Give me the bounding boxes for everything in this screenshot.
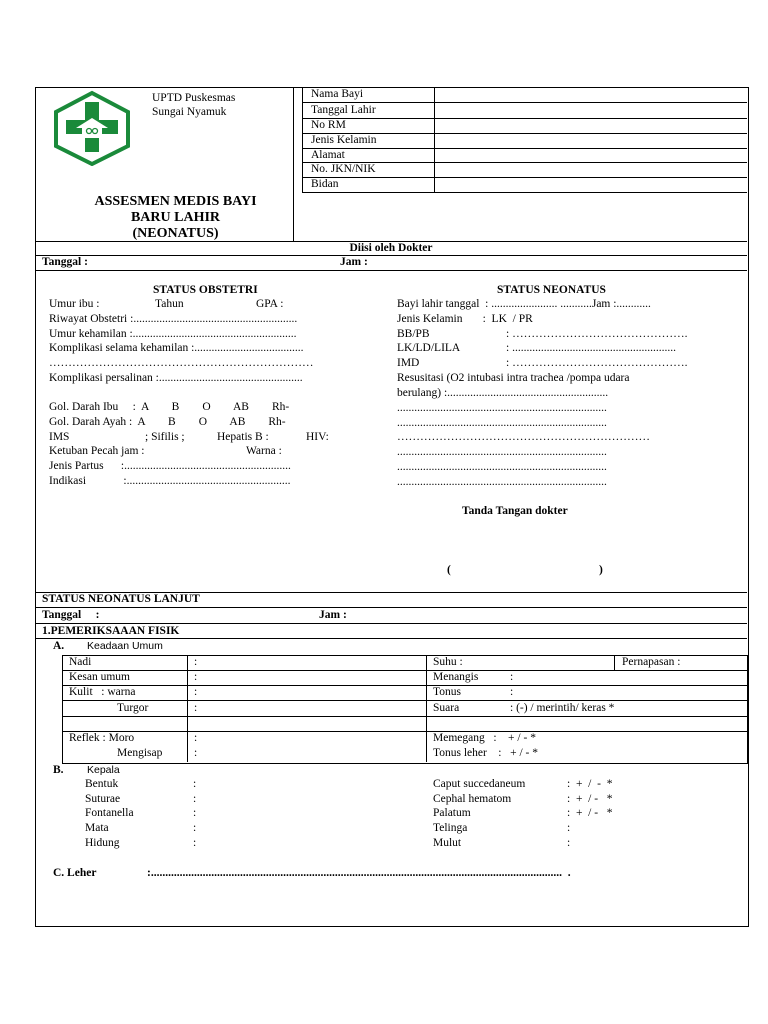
suhu-label[interactable]: Suhu : (433, 656, 463, 668)
cephal-label: Cephal hematom (433, 793, 512, 805)
gpa-label: GPA : (256, 298, 284, 310)
identity-label-jenis-kelamin: Jenis Kelamin (311, 134, 377, 146)
tonus-label: Tonus (433, 686, 461, 698)
gol-darah-ibu-row[interactable]: Gol. Darah Ibu : A B O AB Rh- (49, 401, 290, 413)
telinga-label: Telinga (433, 822, 468, 834)
riwayat-obstetri-field[interactable]: Riwayat Obstetri :......................................................... (49, 313, 298, 325)
neonatus-note-line[interactable]: ......................................................................... (397, 446, 607, 458)
bentuk-value[interactable]: : (193, 778, 197, 790)
jam-label: Jam : (340, 256, 368, 268)
reflek-moro-label: Reflek : Moro (69, 732, 135, 744)
sifilis-label: ; Sifilis ; (145, 431, 185, 443)
identity-label-jkn-nik: No. JKN/NIK (311, 163, 376, 175)
umur-kehamilan-field[interactable]: Umur kehamilan :......................................................... (49, 328, 297, 340)
palatum-label: Palatum (433, 807, 471, 819)
identity-label-tanggal-lahir: Tanggal Lahir (311, 104, 376, 116)
bbpb-field[interactable]: : ………………………………………. (506, 328, 688, 340)
caput-label: Caput succedaneum (433, 778, 526, 790)
neonatus-heading: STATUS NEONATUS (497, 284, 606, 296)
resusitasi-line1: Resusitasi (O2 intubasi intra trachea /pompa udara (397, 372, 630, 384)
hidung-label: Hidung (85, 837, 120, 849)
turgor-label: Turgor (117, 702, 149, 714)
umur-ibu-label: Umur ibu : (49, 298, 100, 310)
form-title-line3: (NEONATUS) (132, 226, 219, 241)
tonus-leher-options[interactable]: Tonus leher : + / - * (433, 747, 539, 759)
mata-value[interactable]: : (193, 822, 197, 834)
signature-paren-close: ) (599, 564, 603, 576)
fontanella-value[interactable]: : (193, 807, 197, 819)
kesan-umum-label: Kesan umum (69, 671, 131, 683)
lanjut-jam-label: Jam : (319, 609, 347, 621)
header-divider (293, 87, 294, 241)
leher-label: C. Leher (53, 867, 97, 879)
mata-label: Mata (85, 822, 109, 834)
resusitasi-line2[interactable]: berulang) :........................................................ (397, 387, 609, 399)
cephal-options[interactable]: : + / - * (567, 793, 613, 805)
komplikasi-kehamilan-line[interactable]: …………………………………………………………… (49, 357, 314, 369)
imd-field[interactable]: : ………………………………………. (506, 357, 688, 369)
signature-area[interactable] (455, 560, 595, 578)
suara-options[interactable]: : (-) / merintih/ keras * (510, 702, 615, 714)
turgor-value[interactable]: : (194, 702, 198, 714)
jenis-partus-field[interactable]: Jenis Partus :.......................................................... (49, 460, 291, 472)
nadi-label: Nadi (69, 656, 92, 668)
ims-label: IMS (49, 431, 70, 443)
kesan-umum-value[interactable]: : (194, 671, 198, 683)
mengisap-label: Mengisap (117, 747, 163, 759)
memegang-options[interactable]: Memegang : + / - * (433, 732, 536, 744)
ketuban-label: Ketuban Pecah jam : (49, 445, 145, 457)
hidung-value[interactable]: : (193, 837, 197, 849)
warna-label: Warna : (246, 445, 282, 457)
bayi-lahir-field[interactable]: Bayi lahir tanggal : ....................... ...........Jam :............ (397, 298, 651, 310)
org-name-line1: UPTD Puskesmas (152, 92, 236, 104)
lanjut-tanggal-label: Tanggal : (42, 609, 100, 621)
kulit-warna-label: Kulit : warna (69, 686, 136, 698)
identity-label-nama-bayi: Nama Bayi (311, 88, 364, 100)
obstetri-heading: STATUS OBSTETRI (153, 284, 258, 296)
jenis-kelamin-field[interactable]: Jenis Kelamin : LK / PR (397, 313, 533, 325)
leher-field[interactable]: :............................................................................................................................................... . (147, 867, 571, 879)
lanjut-heading: STATUS NEONATUS LANJUT (42, 593, 200, 605)
komplikasi-persalinan-field[interactable]: Komplikasi persalinan :.................................................. (49, 372, 303, 384)
caput-options[interactable]: : + / - * (567, 778, 613, 790)
signature-paren-open: ( (447, 564, 451, 576)
imd-label: IMD (397, 357, 420, 369)
telinga-value[interactable]: : (567, 822, 571, 834)
menangis-value[interactable]: : (510, 671, 514, 683)
tonus-value[interactable]: : (510, 686, 514, 698)
tahun-label: Tahun (155, 298, 184, 310)
keadaan-umum-title: Keadaan Umum (87, 640, 163, 652)
fontanella-label: Fontanella (85, 807, 134, 819)
puskesmas-logo (52, 90, 132, 166)
reflek-moro-value[interactable]: : (194, 732, 198, 744)
neonatus-note-line[interactable]: ......................................................................... (397, 461, 607, 473)
suturae-value[interactable]: : (193, 793, 197, 805)
lkld-field[interactable]: : ......................................................... (506, 342, 676, 354)
filled-by-label: Diisi oleh Dokter (349, 242, 433, 254)
identity-label-alamat: Alamat (311, 149, 345, 161)
pernapasan-label[interactable]: Pernapasan : (622, 656, 681, 668)
nadi-value[interactable]: : (194, 656, 198, 668)
komplikasi-kehamilan-field[interactable]: Komplikasi selama kehamilan :...................................... (49, 342, 304, 354)
neonatus-note-line[interactable]: ......................................................................... (397, 402, 607, 414)
doctor-signature-label: Tanda Tangan dokter (462, 505, 568, 517)
bbpb-label: BB/PB (397, 328, 430, 340)
tanggal-label: Tanggal : (42, 256, 88, 268)
mengisap-value[interactable]: : (194, 747, 198, 759)
neonatus-note-line[interactable]: ......................................................................... (397, 476, 607, 488)
hiv-label: HIV: (306, 431, 329, 443)
identity-label-no-rm: No RM (311, 119, 346, 131)
neonatus-note-line[interactable]: ......................................................................... (397, 417, 607, 429)
kepala-title: Kepala (87, 764, 120, 776)
pemeriksaan-fisik-heading: 1.PEMERIKSAAAN FISIK (42, 625, 180, 637)
hepatitis-label: Hepatis B : (217, 431, 269, 443)
mulut-label: Mulut (433, 837, 462, 849)
form-title-line1: ASSESMEN MEDIS BAYI (94, 194, 257, 209)
mulut-value[interactable]: : (567, 837, 571, 849)
suara-label: Suara (433, 702, 460, 714)
lkld-label: LK/LD/LILA (397, 342, 461, 354)
section-a-label: A. (53, 640, 65, 652)
indikasi-field[interactable]: Indikasi :......................................................... (49, 475, 291, 487)
bentuk-label: Bentuk (85, 778, 119, 790)
identity-label-bidan: Bidan (311, 178, 339, 190)
menangis-label: Menangis (433, 671, 479, 683)
gol-darah-ayah-row[interactable]: Gol. Darah Ayah : A B O AB Rh- (49, 416, 286, 428)
org-name-line2: Sungai Nyamuk (152, 106, 227, 118)
palatum-options[interactable]: : + / - * (567, 807, 613, 819)
kulit-warna-value[interactable]: : (194, 686, 198, 698)
section-b-label: B. (53, 764, 64, 776)
form-title-line2: BARU LAHIR (130, 210, 221, 225)
suturae-label: Suturae (85, 793, 121, 805)
neonatus-note-line[interactable]: ………………………………………………………… (397, 431, 650, 443)
